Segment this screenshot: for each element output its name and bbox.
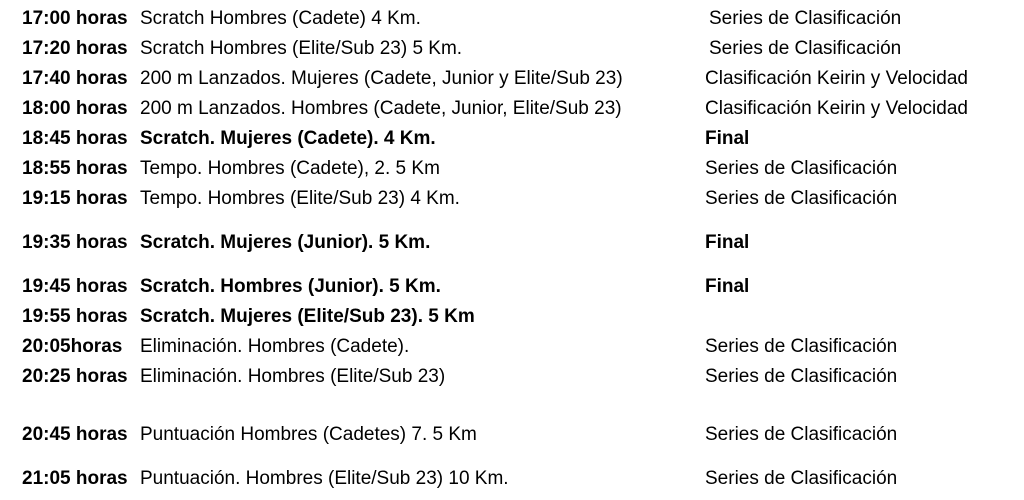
schedule-row bbox=[0, 68, 1024, 98]
schedule-row bbox=[0, 188, 1024, 218]
schedule-row bbox=[0, 98, 1024, 128]
schedule-row-round: Final bbox=[705, 276, 750, 297]
schedule-row-event: Scratch. Mujeres (Elite/Sub 23). 5 Km bbox=[140, 306, 475, 327]
schedule-row-event: Eliminación. Hombres (Elite/Sub 23) bbox=[140, 366, 446, 387]
schedule-row-round: Series de Clasificación bbox=[705, 158, 898, 179]
schedule-row-event: Scratch. Mujeres (Cadete). 4 Km. bbox=[140, 128, 436, 149]
schedule-row-round: Series de Clasificación bbox=[705, 424, 898, 445]
schedule-row-event: Scratch. Mujeres (Junior). 5 Km. bbox=[140, 232, 431, 253]
schedule-row-time: 18:55 horas bbox=[22, 158, 128, 179]
schedule-row-round: Series de Clasificación bbox=[705, 188, 898, 209]
schedule-row-round: Clasificación Keirin y Velocidad bbox=[705, 98, 968, 119]
schedule-row-event: Tempo. Hombres (Elite/Sub 23) 4 Km. bbox=[140, 188, 460, 209]
schedule-row bbox=[0, 424, 1024, 454]
schedule-row-round: Series de Clasificación bbox=[705, 336, 898, 357]
schedule-row-event: 200 m Lanzados. Hombres (Cadete, Junior, Elite/Sub 23) bbox=[140, 98, 622, 119]
schedule-row-round: Series de Clasificación bbox=[705, 468, 898, 489]
schedule-row-event: Puntuación. Hombres (Elite/Sub 23) 10 Km. bbox=[140, 468, 509, 489]
schedule-row-round: Clasificación Keirin y Velocidad bbox=[705, 68, 968, 89]
schedule-row-time: 19:35 horas bbox=[22, 232, 128, 253]
schedule-row-time: 20:45 horas bbox=[22, 424, 128, 445]
schedule-row bbox=[0, 306, 1024, 336]
schedule-row-event: Scratch. Hombres (Junior). 5 Km. bbox=[140, 276, 441, 297]
schedule-row-round: Series de Clasificación bbox=[709, 8, 902, 29]
schedule-row-time: 21:05 horas bbox=[22, 468, 128, 489]
schedule-row-time: 20:25 horas bbox=[22, 366, 128, 387]
schedule-row-time: 19:55 horas bbox=[22, 306, 128, 327]
schedule-row-event: Eliminación. Hombres (Cadete). bbox=[140, 336, 410, 357]
schedule-row bbox=[0, 232, 1024, 262]
schedule-row-event: Scratch Hombres (Elite/Sub 23) 5 Km. bbox=[140, 38, 463, 59]
schedule-row-round: Final bbox=[705, 232, 750, 253]
schedule-row bbox=[0, 468, 1024, 498]
schedule-row-round: Series de Clasificación bbox=[709, 38, 902, 59]
schedule-row-time: 19:15 horas bbox=[22, 188, 128, 209]
schedule-row-time: 17:00 horas bbox=[22, 8, 128, 29]
schedule-row-time: 18:00 horas bbox=[22, 98, 128, 119]
schedule-row bbox=[0, 336, 1024, 366]
schedule-row-round: Series de Clasificación bbox=[705, 366, 898, 387]
schedule-row-round: Final bbox=[705, 128, 750, 149]
schedule-row bbox=[0, 8, 1024, 38]
schedule-row-time: 17:20 horas bbox=[22, 38, 128, 59]
schedule-row-time: 19:45 horas bbox=[22, 276, 128, 297]
schedule-row bbox=[0, 38, 1024, 68]
schedule-row-event: Tempo. Hombres (Cadete), 2. 5 Km bbox=[140, 158, 440, 179]
schedule-row-time: 17:40 horas bbox=[22, 68, 128, 89]
schedule-row-time: 18:45 horas bbox=[22, 128, 128, 149]
schedule-row-event: Puntuación Hombres (Cadetes) 7. 5 Km bbox=[140, 424, 477, 445]
schedule-row bbox=[0, 158, 1024, 188]
schedule-row-event: Scratch Hombres (Cadete) 4 Km. bbox=[140, 8, 421, 29]
schedule-row-event: 200 m Lanzados. Mujeres (Cadete, Junior y Elite/Sub 23) bbox=[140, 68, 623, 89]
schedule-row bbox=[0, 366, 1024, 396]
schedule-row-time: 20:05horas bbox=[22, 336, 123, 357]
schedule-row bbox=[0, 128, 1024, 158]
schedule-row bbox=[0, 276, 1024, 306]
